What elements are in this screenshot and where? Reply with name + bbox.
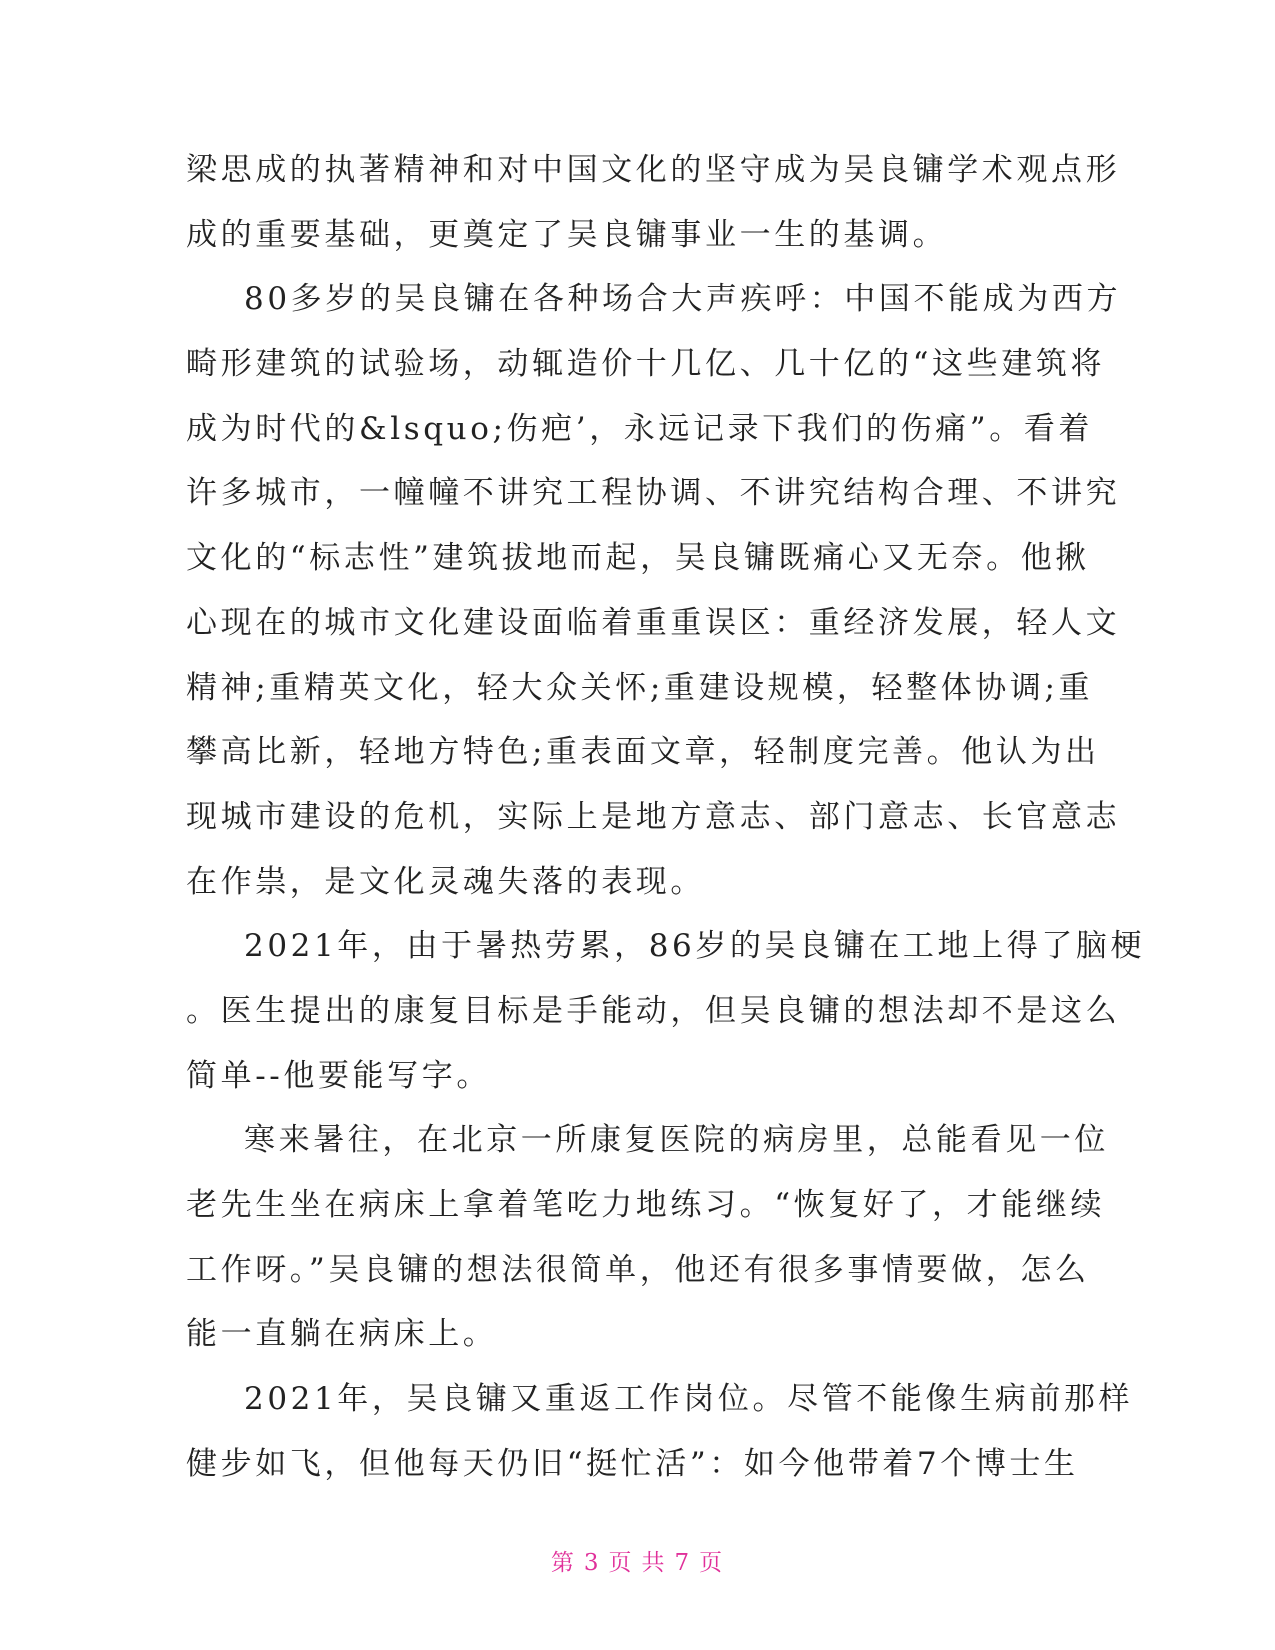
- page-footer: [0, 1544, 1275, 1577]
- text-line: 老先生坐在病床上拿着笔吃力地练习。“恢复好了，才能继续: [186, 1187, 1106, 1223]
- footer-page-end-label: 页: [699, 1550, 725, 1576]
- footer-prefix: 第: [550, 1550, 576, 1576]
- footer-page-label: 页: [608, 1550, 634, 1576]
- footer-total-pages: 7: [674, 1550, 692, 1576]
- text-line: 2021年，吴良镛又重返工作岗位。尽管不能像生病前那样: [244, 1381, 1134, 1418]
- text-line: 心现在的城市文化建设面临着重重误区：重经济发展，轻人文: [186, 604, 1121, 641]
- text-line: 精神;重精英文化，轻大众关怀;重建设规模，轻整体协调;重: [186, 669, 1094, 706]
- text-line: 许多城市，一幢幢不讲究工程协调、不讲究结构合理、不讲究: [186, 475, 1121, 512]
- text-line: 攀高比新，轻地方特色;重表面文章，轻制度完善。他认为出: [186, 734, 1100, 771]
- text-line: 寒来暑往，在北京一所康复医院的病房里，总能看见一位: [244, 1122, 1109, 1159]
- text-line: 成为时代的&lsquo;伤疤’，永远记录下我们的伤痛”。看着: [186, 410, 1094, 447]
- text-line: 健步如飞，但他每天仍旧“挺忙活”：如今他带着7个博士生: [186, 1445, 1079, 1482]
- text-line: 简单--他要能写字。: [186, 1057, 491, 1094]
- text-line: 成的重要基础，更奠定了吴良镛事业一生的基调。: [186, 216, 948, 253]
- text-line: 。医生提出的康复目标是手能动，但吴良镛的想法却不是这么: [186, 992, 1121, 1029]
- text-line: 工作呀。”吴良镛的想法很简单，他还有很多事情要做，怎么: [186, 1251, 1090, 1288]
- text-line: 80多岁的吴良镛在各种场合大声疾呼：中国不能成为西方: [244, 281, 1122, 318]
- text-line: 现城市建设的危机，实际上是地方意志、部门意志、长官意志: [186, 798, 1121, 835]
- text-line: 在作祟，是文化灵魂失落的表现。: [186, 863, 705, 900]
- text-line: 梁思成的执著精神和对中国文化的坚守成为吴良镛学术观点形: [186, 152, 1121, 188]
- text-line: 文化的“标志性”建筑拔地而起，吴良镛既痛心又无奈。他揪: [186, 540, 1090, 577]
- footer-total-label: 共: [641, 1550, 667, 1576]
- text-line: 2021年，由于暑热劳累，86岁的吴良镛在工地上得了脑梗: [244, 928, 1146, 965]
- text-line: 能一直躺在病床上。: [186, 1316, 498, 1353]
- footer-current-page: 3: [583, 1550, 601, 1576]
- text-line: 畸形建筑的试验场，动辄造价十几亿、几十亿的“这些建筑将: [186, 346, 1106, 383]
- document-body: [186, 138, 1146, 1496]
